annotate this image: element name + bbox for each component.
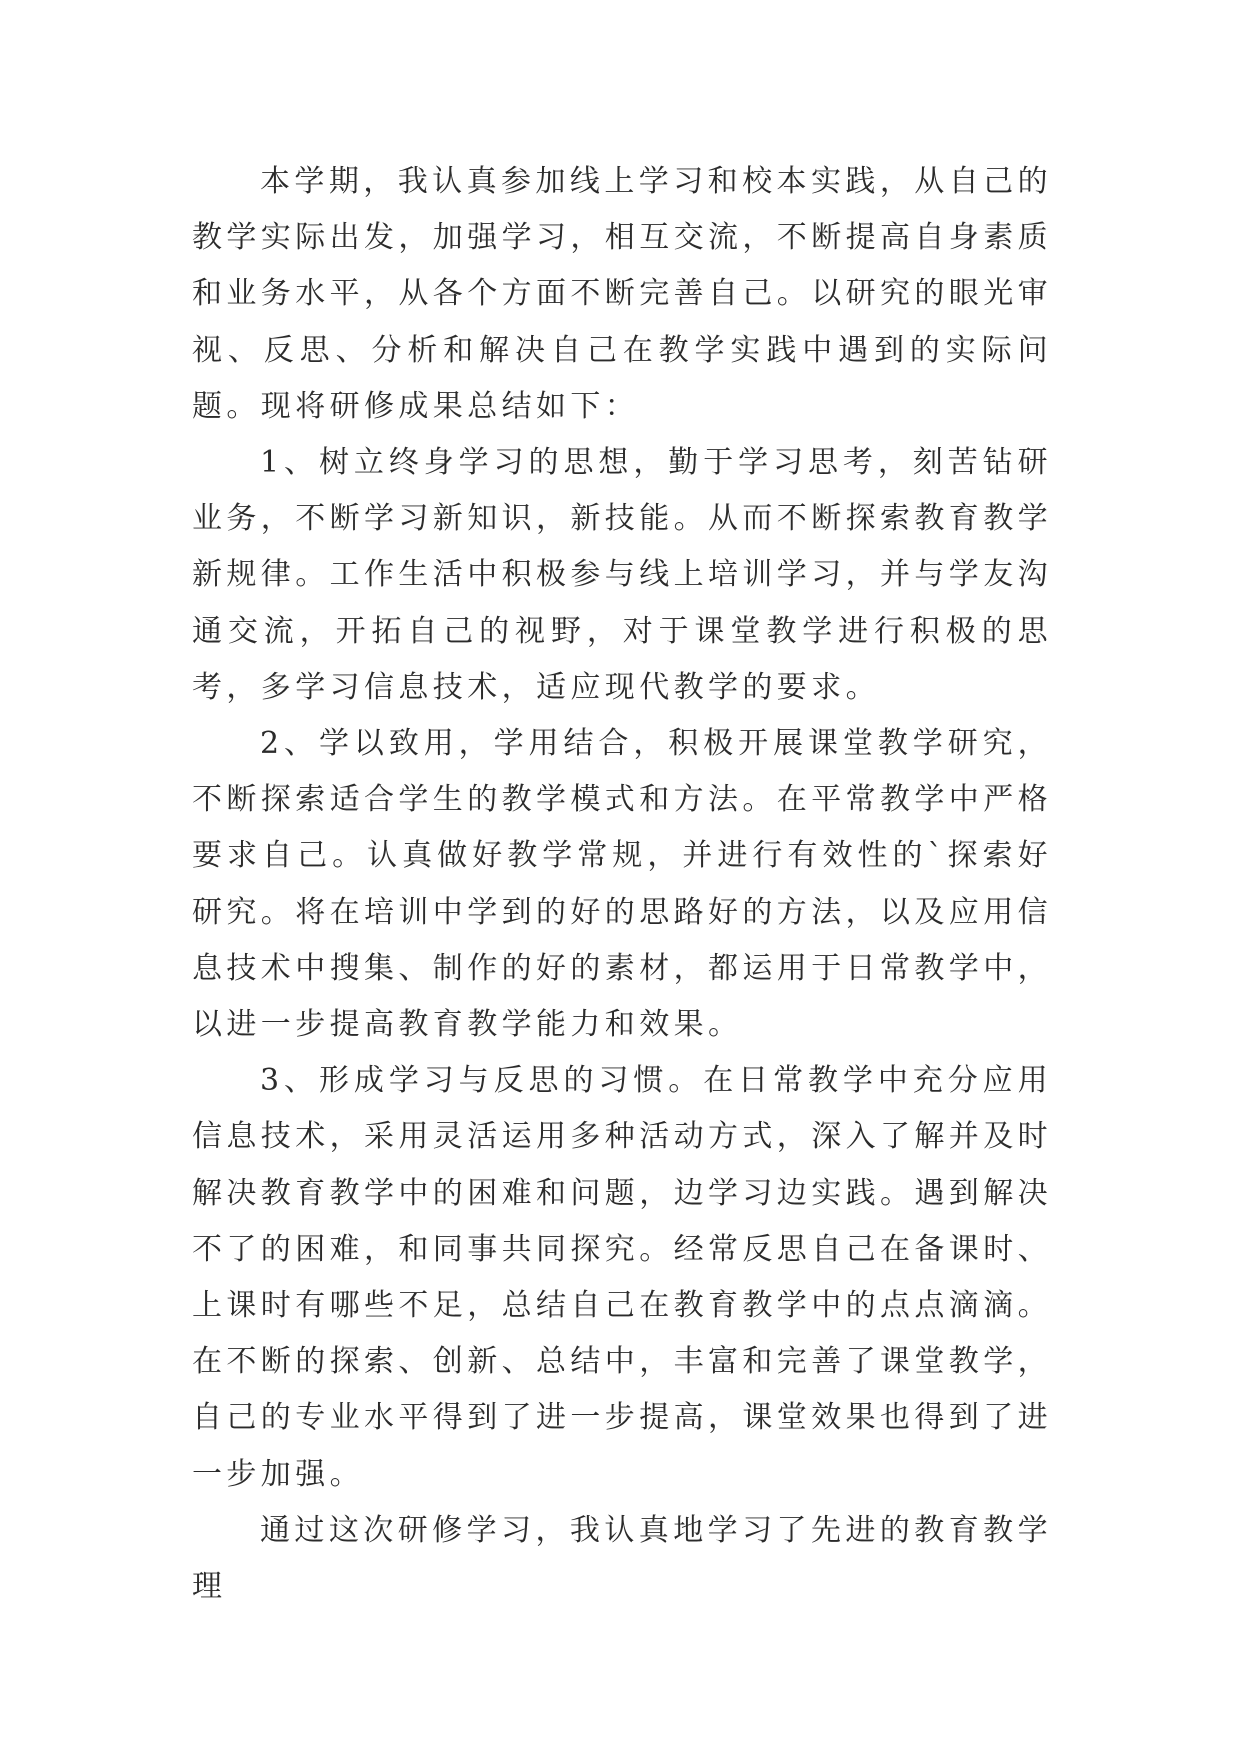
paragraph-conclusion: 通过这次研修学习，我认真地学习了先进的教育教学理 [192,1512,1052,1605]
paragraph-point-1: 1、树立终身学习的思想，勤于学习思考，刻苦钻研业务，不断学习新知识，新技能。从而不断探索教育教学新规律。工作生活中积极参与线上培训学习，并与学友沟通交流，开拓自己的视野，对于课堂教学进行积极的思考，多学习信息技术，适应现代教学的要求。 [192,445,1052,705]
paragraph-intro: 本学期，我认真参加线上学习和校本实践，从自己的教学实际出发，加强学习，相互交流，不断提高自身素质和业务水平，从各个方面不断完善自己。以研究的眼光审视、反思、分析和解决自己在教学实践中遇到的实际问题。现将研修成果总结如下： [192,164,1052,424]
document-body [192,154,1052,1615]
paragraph-point-2: 2、学以致用，学用结合，积极开展课堂教学研究，不断探索适合学生的教学模式和方法。在平常教学中严格要求自己。认真做好教学常规，并进行有效性的`探索好研究。将在培训中学到的好的思路好的方法，以及应用信息技术中搜集、制作的好的素材，都运用于日常教学中，以进一步提高教育教学能力和效果。 [192,726,1052,1043]
paragraph-point-3: 3、形成学习与反思的习惯。在日常教学中充分应用信息技术，采用灵活运用多种活动方式，深入了解并及时解决教育教学中的困难和问题，边学习边实践。遇到解决不了的困难，和同事共同探究。经常反思自己在备课时、上课时有哪些不足，总结自己在教育教学中的点点滴滴。在不断的探索、创新、总结中，丰富和完善了课堂教学，自己的专业水平得到了进一步提高，课堂效果也得到了进一步加强。 [192,1063,1052,1492]
